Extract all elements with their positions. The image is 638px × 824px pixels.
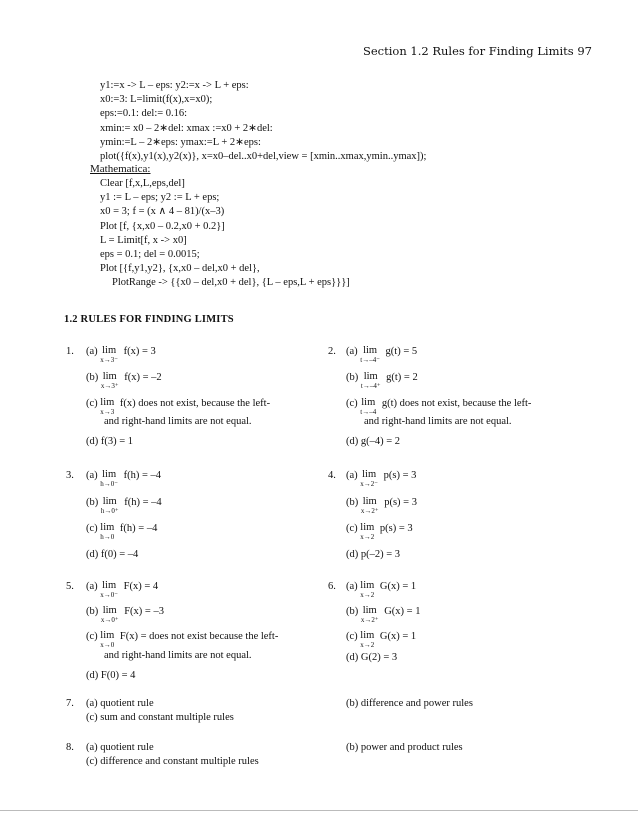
limit-notation	[360, 523, 374, 541]
lim-word: lim	[100, 397, 115, 408]
part-label: (d)	[86, 549, 99, 560]
part-expression: g(t) = 2	[386, 372, 418, 383]
code-line: Plot [f, {x,x0 – 0.2,x0 + 0.2}]	[100, 220, 225, 232]
part-expression: f(x) does not exist, because the left-	[119, 398, 271, 409]
limit-notation	[100, 346, 118, 364]
limit-notation	[360, 631, 374, 649]
limit-notation	[101, 606, 119, 624]
part-expression: F(x) = –3	[124, 606, 164, 617]
problem-part: (b) difference and power rules	[346, 698, 473, 709]
limit-notation	[360, 581, 374, 599]
limit-notation	[360, 398, 376, 416]
part-label: (c)	[86, 398, 98, 409]
problem-number: 7.	[66, 698, 74, 709]
part-label: (c)	[86, 631, 98, 642]
limit-notation	[360, 470, 378, 488]
part-label: (c)	[346, 398, 358, 409]
problem-number: 5.	[66, 581, 74, 592]
limit-subscript: x→0	[100, 641, 115, 649]
code-line: eps = 0.1; del = 0.0015;	[100, 248, 200, 260]
part-label: (b)	[86, 372, 99, 383]
problem-number: 6.	[328, 581, 336, 592]
code-line: x0 = 3; f = (x ∧ 4 – 81)/(x–3)	[100, 206, 225, 218]
limit-subscript: x→3⁻	[100, 356, 118, 364]
part-label: (c)	[346, 523, 358, 534]
part-label: (d)	[346, 549, 359, 560]
part-label: (a)	[346, 470, 358, 481]
problem-part	[346, 398, 531, 416]
code-line: PlotRange -> {{x0 – del,x0 + del}, {L – eps,L + eps}}}]	[112, 277, 350, 289]
limit-subscript: x→3	[100, 408, 115, 416]
lim-word: lim	[100, 630, 115, 641]
part-label: (a)	[86, 346, 98, 357]
problem-part	[86, 549, 138, 560]
limit-subscript: x→2	[360, 641, 375, 649]
problem-part	[346, 497, 417, 515]
limit-subscript: x→0⁻	[100, 591, 118, 599]
part-continuation: and right-hand limits are not equal.	[104, 650, 252, 661]
limit-notation	[361, 372, 381, 390]
part-expression: G(x) = 1	[384, 606, 421, 617]
problem-part	[86, 470, 161, 488]
part-label: (b)	[86, 497, 99, 508]
problem-part: (c) sum and constant multiple rules	[86, 712, 234, 723]
problem-part	[346, 470, 416, 488]
part-expression: f(h) = –4	[124, 497, 162, 508]
problem-number: 4.	[328, 470, 336, 481]
lim-word: lim	[360, 630, 375, 641]
lim-word: lim	[362, 605, 377, 616]
code-line: plot({f(x),y1(x),y2(x)}, x=x0–del..x0+del,view = [xmin..xmax,ymin..ymax]);	[100, 150, 427, 162]
part-label: (b)	[346, 606, 359, 617]
part-expression: f(x) = 3	[123, 346, 156, 357]
limit-notation	[100, 581, 118, 599]
code-line: eps:=0.1: del:= 0.16:	[100, 108, 188, 120]
part-label: (a)	[346, 346, 358, 357]
running-head: Section 1.2 Rules for Finding Limits 97	[362, 44, 592, 58]
part-label: (c)	[86, 523, 98, 534]
limit-notation	[361, 606, 379, 624]
mathematica-heading: Mathematica:	[90, 163, 151, 175]
lim-word: lim	[360, 522, 375, 533]
limit-subscript: t→–4	[360, 408, 377, 416]
problem-number: 3.	[66, 470, 74, 481]
code-line: x0:=3: L=limit(f(x),x=x0);	[100, 94, 213, 106]
part-expression: p(s) = 3	[384, 497, 417, 508]
lim-word: lim	[362, 469, 377, 480]
part-continuation: and right-hand limits are not equal.	[364, 416, 512, 427]
limit-notation	[360, 346, 380, 364]
mathematica-code-block	[100, 177, 350, 291]
part-expression: F(x) = does not exist because the left-	[119, 631, 279, 642]
problem-part	[86, 606, 164, 624]
problem-part: (b) power and product rules	[346, 742, 463, 753]
lim-word: lim	[102, 345, 117, 356]
part-expression: f(x) = –2	[124, 372, 162, 383]
limit-notation	[100, 398, 114, 416]
part-label: (a)	[86, 581, 98, 592]
lim-word: lim	[363, 371, 378, 382]
lim-word: lim	[363, 345, 378, 356]
part-label: (d)	[86, 670, 99, 681]
part-expression: G(x) = 1	[379, 631, 417, 642]
problem-part	[346, 652, 397, 663]
problem-part	[86, 398, 270, 416]
part-label: (d)	[86, 436, 99, 447]
limit-subscript: x→2⁻	[360, 480, 378, 488]
part-label: (a)	[346, 581, 358, 592]
section-title: 1.2 RULES FOR FINDING LIMITS	[64, 314, 234, 325]
problem-part	[346, 549, 400, 560]
limit-subscript: t→–4⁻	[360, 356, 380, 364]
limit-notation	[100, 631, 114, 649]
code-line: y1 := L – eps; y2 := L + eps;	[100, 192, 220, 204]
lim-word: lim	[102, 496, 117, 507]
part-expression: f(h) = –4	[119, 523, 158, 534]
limit-subscript: x→2	[360, 533, 375, 541]
lim-word: lim	[362, 496, 377, 507]
limit-subscript: x→2	[360, 591, 375, 599]
limit-subscript: h→0⁻	[100, 480, 118, 488]
part-expression: p(s) = 3	[379, 523, 413, 534]
problem-part	[346, 631, 416, 649]
part-expression: g(t) does not exist, because the left-	[381, 398, 532, 409]
limit-notation	[101, 372, 119, 390]
part-expression: f(h) = –4	[123, 470, 162, 481]
code-line: L = Limit[f, x -> x0]	[100, 234, 187, 246]
problem-part: (c) difference and constant multiple rules	[86, 756, 259, 767]
part-expression: G(x) = 1	[379, 581, 417, 592]
lim-word: lim	[102, 605, 117, 616]
limit-notation	[100, 523, 114, 541]
part-label: (b)	[86, 606, 99, 617]
part-expression: p(s) = 3	[383, 470, 417, 481]
part-expression: g(–4) = 2	[360, 436, 401, 447]
part-expression: f(3) = 1	[100, 436, 134, 447]
code-line: Plot [{f,y1,y2}, {x,x0 – del,x0 + del},	[100, 263, 260, 275]
limit-subscript: x→2⁺	[360, 616, 379, 624]
problem-part	[86, 436, 133, 447]
limit-subscript: t→–4⁺	[360, 382, 381, 390]
problem-part	[346, 346, 417, 364]
limit-subscript: h→0	[100, 533, 115, 541]
part-label: (b)	[346, 497, 359, 508]
lim-word: lim	[361, 397, 376, 408]
part-expression: F(0) = 4	[100, 670, 136, 681]
part-label: (d)	[346, 436, 359, 447]
part-expression: F(x) = 4	[123, 581, 159, 592]
part-label: (a)	[86, 470, 98, 481]
problem-part: (a) quotient rule	[86, 698, 154, 709]
problem-part	[346, 581, 416, 599]
limit-notation	[361, 497, 379, 515]
code-line: ymin:=L – 2∗eps: ymax:=L + 2∗eps:	[100, 136, 261, 148]
lim-word: lim	[102, 469, 117, 480]
page-bottom-rule	[0, 810, 638, 811]
part-continuation: and right-hand limits are not equal.	[104, 416, 252, 427]
problem-number: 2.	[328, 346, 336, 357]
problem-part	[86, 497, 162, 515]
part-expression: f(0) = –4	[100, 549, 139, 560]
limit-notation	[101, 497, 119, 515]
lim-word: lim	[360, 580, 375, 591]
limit-subscript: x→2⁺	[360, 507, 379, 515]
problem-part	[346, 372, 418, 390]
code-line: xmin:= x0 – 2∗del: xmax :=x0 + 2∗del:	[100, 122, 273, 134]
problem-part	[86, 670, 135, 681]
part-label: (d)	[346, 652, 359, 663]
problem-part	[346, 436, 400, 447]
problem-part	[86, 346, 156, 364]
part-label: (c)	[346, 631, 358, 642]
code-line: Clear [f,x,L,eps,del]	[100, 178, 185, 189]
problem-part	[346, 606, 420, 624]
lim-word: lim	[102, 580, 117, 591]
part-label: (b)	[346, 372, 359, 383]
problem-part	[86, 523, 157, 541]
problem-part	[86, 631, 278, 649]
problem-part: (a) quotient rule	[86, 742, 154, 753]
maple-code-block	[100, 79, 426, 164]
lim-word: lim	[102, 371, 117, 382]
limit-subscript: x→3⁺	[100, 382, 119, 390]
problem-part	[346, 523, 413, 541]
problem-number: 8.	[66, 742, 74, 753]
part-expression: p(–2) = 3	[360, 549, 401, 560]
code-line: y1:=x -> L – eps: y2:=x -> L + eps:	[100, 80, 249, 91]
problem-part	[86, 581, 158, 599]
lim-word: lim	[100, 522, 115, 533]
problem-number: 1.	[66, 346, 74, 357]
part-expression: G(2) = 3	[360, 652, 398, 663]
limit-subscript: x→0⁺	[100, 616, 119, 624]
part-expression: g(t) = 5	[385, 346, 418, 357]
limit-subscript: h→0⁺	[100, 507, 119, 515]
limit-notation	[100, 470, 118, 488]
problem-part	[86, 372, 162, 390]
